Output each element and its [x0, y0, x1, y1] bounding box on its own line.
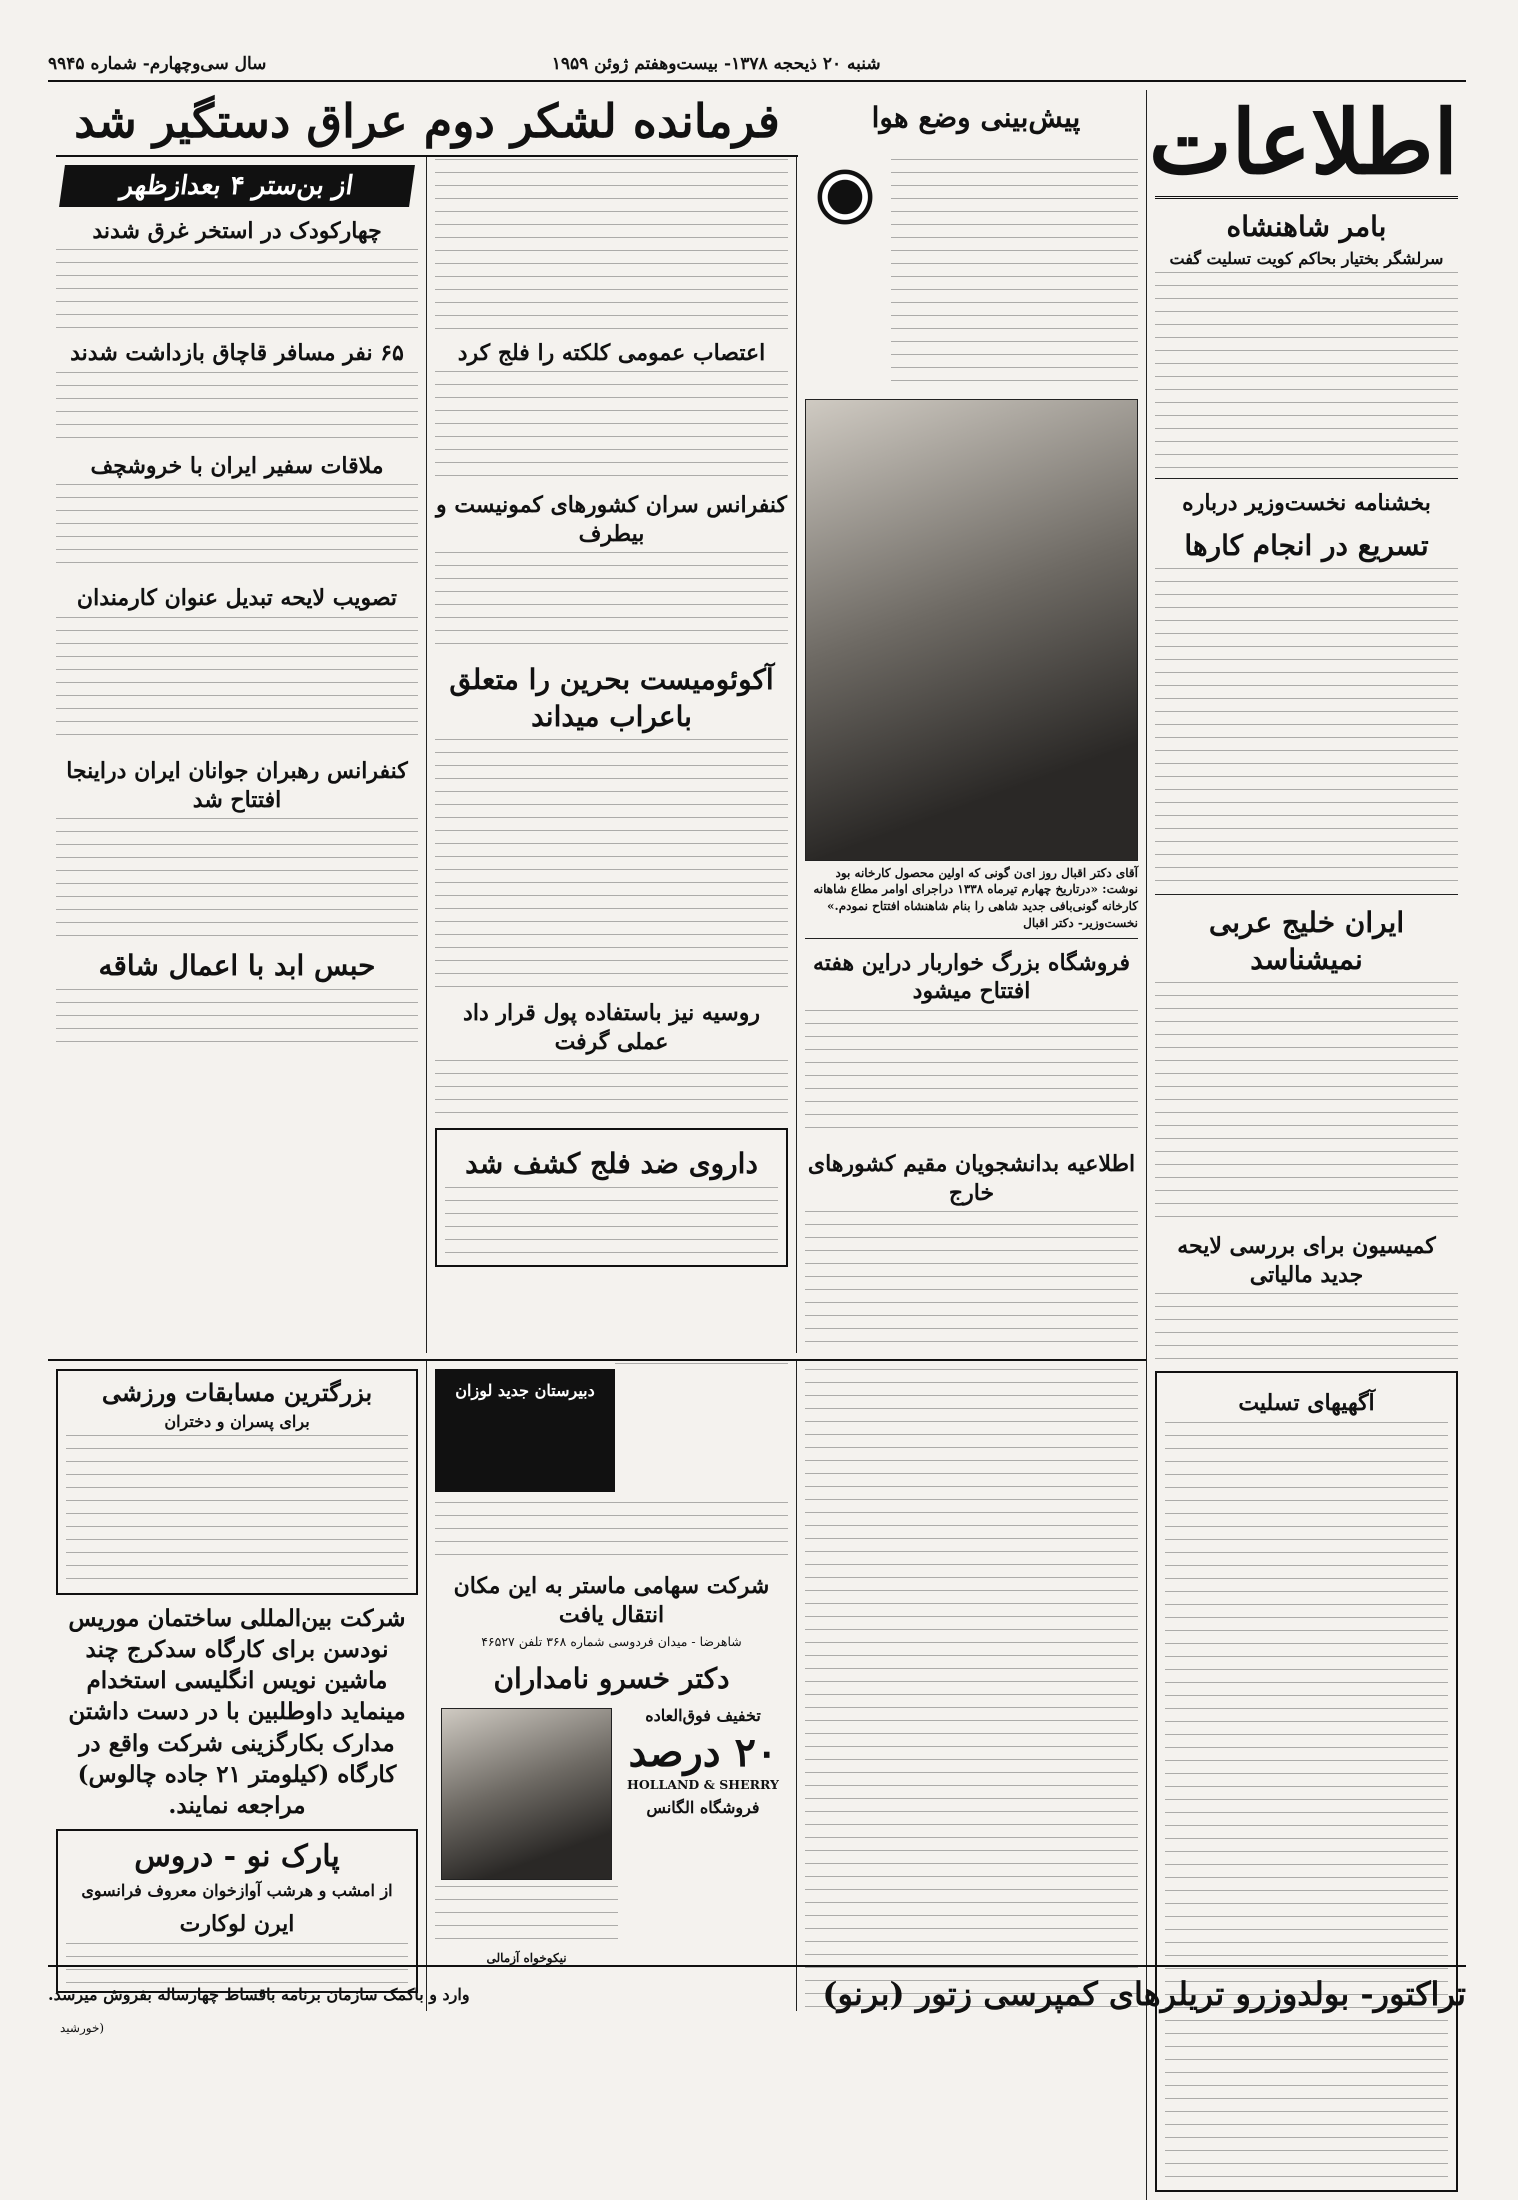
left-column — [48, 157, 426, 1354]
text-column — [56, 484, 418, 574]
sports-title: بزرگترین مسابقات ورزشی — [101, 1378, 373, 1408]
headline-ambassador: ملاقات سفیر ایران با خروشچف — [90, 452, 384, 479]
doctor-discount-row — [435, 1702, 788, 1967]
discount-brand: HOLLAND & SHERRY — [627, 1776, 779, 1792]
school-ad — [435, 1369, 615, 1492]
headline-life-sentence: حبس ابد با اعمال شاقه — [98, 949, 376, 983]
weather-text — [891, 159, 1138, 389]
intl-company-ad: شرکت بین‌المللی ساختمان موریس نودسن برای کارگاه سدکرج چند ماشین نویس انگلیسی استخدام مینماید داوطلبین با در دست داشتن مدارک بکارگزینی شرکت واقع در کارگاه (کیلومتر ۲۱ جاده چالوس) مراجعه نمایند. — [68, 1605, 406, 1819]
condolence-box — [1155, 1371, 1458, 2192]
text-column — [435, 371, 788, 481]
center-column — [796, 157, 1146, 1354]
park-title: پارک نو - دروس — [134, 1838, 340, 1874]
headline-russia: روسیه نیز باستفاده پول قرار داد عملی گرفت — [463, 1000, 760, 1055]
portrait-caption: نیکوخواه آزمالی — [486, 1950, 567, 1965]
text-column — [56, 818, 418, 938]
portrait-photo — [441, 1708, 612, 1880]
footer-subline: وارد و باکمک سازمان برنامه باقساط چهارساله بفروش میرسد. — [48, 1984, 470, 2004]
text-column — [435, 739, 788, 989]
footer-ad — [48, 1965, 1466, 2013]
headline-food-store: فروشگاه بزرگ خواربار دراین هفته افتتاح میشود — [812, 949, 1131, 1005]
footer-note: (خورشید — [60, 2021, 105, 2035]
footer-headline: تراکتور- بولدوزرو تریلرهای کمپرسی زتور (برنو) — [822, 1975, 1466, 2013]
headline-youth: کنفرانس رهبران جوانان ایران دراینجا افتتاح شد — [66, 757, 408, 813]
columns-row — [48, 157, 1146, 1354]
issue-date: شنبه ۲۰ ذیحجه ۱۳۷۸- بیست‌وهفتم ژوئن ۱۹۵۹ — [551, 54, 881, 74]
park-singer: ایرن لوکارت — [179, 1911, 295, 1938]
company-move: شرکت سهامی ماستر به این مکان انتقال یافت — [453, 1573, 770, 1628]
dateline-bar — [48, 54, 1466, 82]
polio-box — [435, 1128, 788, 1266]
text-column — [435, 552, 788, 652]
text-column — [435, 1060, 788, 1120]
divider — [1155, 894, 1458, 895]
text-column — [1155, 982, 1458, 1222]
divider — [1155, 478, 1458, 479]
banner-row — [48, 90, 1146, 157]
portrait-ad — [435, 1702, 618, 1967]
text-column — [805, 1010, 1138, 1140]
text-column — [56, 989, 418, 1049]
text-column — [1155, 272, 1458, 472]
text-column — [56, 617, 418, 747]
headline-persian-gulf: ایران خلیج عربی نمیشناسد — [1208, 906, 1405, 976]
main-headline: فرمانده لشکر دوم عراق دستگیر شد — [56, 90, 798, 157]
appointments-text — [615, 1363, 788, 1373]
text-column — [56, 249, 418, 329]
headline-polio: داروی ضد فلج کشف شد — [465, 1147, 758, 1181]
text-column — [435, 1886, 618, 1946]
text-column — [445, 1187, 778, 1257]
weather-headline: پیش‌بینی وضع هوا — [871, 101, 1081, 134]
school-row — [435, 1361, 788, 1500]
text-column — [1155, 1293, 1458, 1363]
store-name: فروشگاه الگانس — [646, 1797, 760, 1817]
doctor-name: دکتر خسرو نامداران — [493, 1662, 730, 1696]
photo-prime-minister — [805, 399, 1138, 861]
school-title: دبیرستان جدید لوزان — [455, 1381, 595, 1401]
weather-box — [805, 157, 1138, 391]
discount-label: تخفیف فوق‌العاده — [645, 1705, 761, 1725]
text-column — [66, 1435, 408, 1585]
headline-shahanshah: بامر شاهنشاه — [1226, 210, 1387, 243]
company-address: شاهرضا - میدان فردوسی شماره ۳۶۸ تلفن ۴۶۵۲۷ — [481, 1634, 742, 1650]
discount-ad — [618, 1702, 788, 1967]
condolence-ads-column — [796, 1361, 1146, 2011]
headline-calcutta: اعتصاب عمومی کلکته را فلج کرد — [457, 339, 766, 366]
condolence-title: آگهیهای تسلیت — [1238, 1390, 1375, 1417]
text-column — [56, 372, 418, 442]
right-column — [1146, 90, 1466, 2200]
volume-number: سال سی‌وچهارم- شماره ۹۹۴۵ — [48, 54, 267, 74]
photo-caption: آقای دکتر اقبال روز ای‌ن گونی که اولین محصول کارخانه بود نوشت: «درتاریخ چهارم تیرماه ۱۳۳۸ دراجرای اوامر مطاع شاهانه کارخانه گونی‌بافی جدید شاهی را بنام شاهنشاه افتتاح نمودم.» نخست‌وزیر- دکتر اقبال — [813, 865, 1138, 930]
middle-column — [426, 157, 796, 1354]
headline-bill: تصویب لایحه تبدیل عنوان کارمندان — [76, 585, 398, 612]
condolence-list — [805, 1369, 1138, 2009]
middle-ads-column — [426, 1361, 796, 2011]
park-subtitle: از امشب و هرشب آوازخوان معروف فرانسوی — [81, 1881, 393, 1901]
text-column — [1155, 568, 1458, 888]
headline-children: چهارکودک در استخر غرق شدند — [92, 217, 382, 244]
text-column — [805, 1211, 1138, 1351]
headline-conference: کنفرانس سران کشورهای کمونیست و بیطرف — [436, 492, 787, 547]
subhead-circular: تسریع در انجام کارها — [1184, 528, 1429, 562]
divider — [805, 938, 1138, 939]
banner-block — [48, 90, 806, 157]
text-column — [435, 159, 788, 329]
subhead-bakhtiar: سرلشگر بختیار بحاکم کویت تسلیت گفت — [1169, 249, 1444, 269]
school-spacer — [445, 1404, 605, 1484]
main-grid — [48, 90, 1466, 2200]
condolence-text — [1165, 1422, 1448, 2182]
headline-tax-commission: کمیسیون برای بررسی لایحه جدید مالیاتی — [1177, 1233, 1436, 1288]
headline-bahrain: آکوئومیست بحرین را متعلق باعراب میداند — [449, 663, 774, 733]
sun-icon — [805, 157, 885, 237]
sports-subtitle: برای پسران و دختران — [164, 1412, 310, 1432]
headline-students-abroad: اطلاعیه بدانشجویان مقیم کشورهای خارج — [807, 1150, 1136, 1206]
text-column — [435, 1502, 788, 1562]
left-area — [48, 90, 1146, 2200]
weather-block — [806, 90, 1146, 157]
headline-smugglers: ۶۵ نفر مسافر قاچاق بازداشت شدند — [70, 340, 404, 367]
left-ads-column — [48, 1361, 426, 2011]
headline-circular: بخشنامه نخست‌وزیر درباره — [1182, 490, 1431, 517]
sports-ad — [56, 1369, 418, 1595]
newspaper-logo: اطلاعات — [1155, 90, 1458, 199]
ads-row — [48, 1359, 1146, 2011]
late-news-banner: از بن‌ستر ۴ بعدازظهر — [59, 165, 415, 207]
discount-value: ۲۰ درصد — [628, 1728, 778, 1776]
